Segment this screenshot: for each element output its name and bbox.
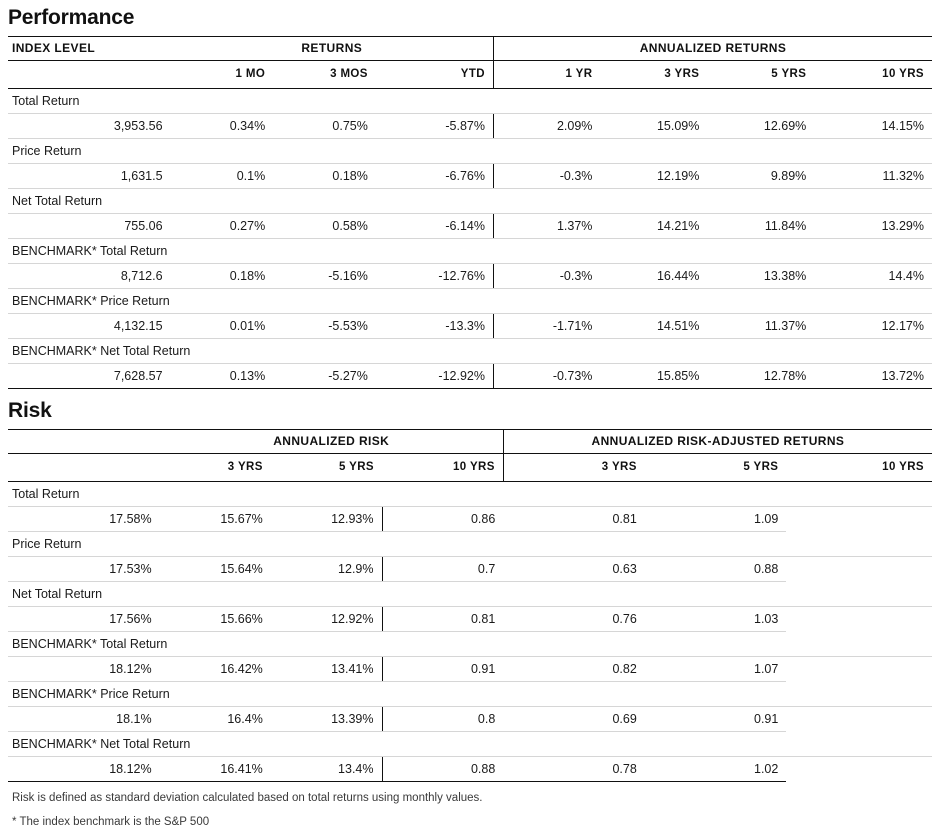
cell-rar-10-yrs: 1.02 (645, 757, 787, 782)
table-row (8, 289, 932, 314)
subheader-5-yrs: 5 YRS (707, 61, 814, 89)
table-row (8, 632, 932, 657)
row-label: BENCHMARK* Total Return (8, 239, 932, 264)
cell-10-yrs: 11.32% (814, 164, 932, 189)
row-label: Price Return (8, 532, 932, 557)
cell-3-mos: -5.27% (273, 364, 376, 389)
cell-index-level: 755.06 (8, 214, 171, 239)
table-row (8, 757, 932, 782)
row-label: Net Total Return (8, 189, 932, 214)
cell-risk-10-yrs: 12.9% (271, 557, 382, 582)
subheader-risk-10-yrs: 10 YRS (382, 454, 503, 482)
cell-rar-3-yrs: 0.7 (382, 557, 503, 582)
row-label: BENCHMARK* Price Return (8, 682, 932, 707)
cell-rar-5-yrs: 0.78 (503, 757, 645, 782)
table-row (8, 607, 932, 632)
table-row (8, 164, 932, 189)
risk-group-header-row (8, 430, 932, 454)
cell-rar-5-yrs: 0.81 (503, 507, 645, 532)
footnote-risk-definition: Risk is defined as standard deviation calculated based on total returns using monthly values. (12, 792, 483, 804)
cell-risk-5-yrs: 16.4% (160, 707, 271, 732)
cell-3-yrs: 14.51% (600, 314, 707, 339)
cell-3-yrs: 15.85% (600, 364, 707, 389)
cell-1-mo: 0.18% (171, 264, 274, 289)
cell-risk-10-yrs: 13.4% (271, 757, 382, 782)
risk-table (8, 429, 932, 782)
subheader-rar-3-yrs: 3 YRS (503, 454, 645, 482)
table-row (8, 682, 932, 707)
row-label: BENCHMARK* Price Return (8, 289, 932, 314)
cell-rar-3-yrs: 0.81 (382, 607, 503, 632)
cell-rar-3-yrs: 0.91 (382, 657, 503, 682)
cell-10-yrs: 14.15% (814, 114, 932, 139)
cell-10-yrs: 13.72% (814, 364, 932, 389)
cell-index-level: 8,712.6 (8, 264, 171, 289)
subheader-3-mos: 3 MOS (273, 61, 376, 89)
header-returns: RETURNS (171, 37, 494, 61)
header-index-level: INDEX LEVEL (8, 37, 171, 61)
cell-5-yrs: 12.78% (707, 364, 814, 389)
table-row (8, 557, 932, 582)
cell-3-yrs: 14.21% (600, 214, 707, 239)
risk-section (8, 399, 932, 782)
cell-risk-3-yrs: 17.56% (8, 607, 160, 632)
cell-ytd: -12.92% (376, 364, 494, 389)
cell-5-yrs: 13.38% (707, 264, 814, 289)
subheader-3-yrs: 3 YRS (600, 61, 707, 89)
cell-risk-10-yrs: 13.39% (271, 707, 382, 732)
cell-rar-5-yrs: 0.82 (503, 657, 645, 682)
cell-5-yrs: 11.37% (707, 314, 814, 339)
subheader-rar-10-yrs: 10 YRS (786, 454, 932, 482)
row-label: BENCHMARK* Total Return (8, 632, 932, 657)
cell-1-yr: 2.09% (493, 114, 600, 139)
cell-1-mo: 0.13% (171, 364, 274, 389)
report-page (0, 6, 940, 828)
cell-5-yrs: 9.89% (707, 164, 814, 189)
subheader-1-mo: 1 MO (171, 61, 274, 89)
cell-5-yrs: 12.69% (707, 114, 814, 139)
cell-rar-10-yrs: 1.07 (645, 657, 787, 682)
cell-1-mo: 0.1% (171, 164, 274, 189)
header-annualized-returns: ANNUALIZED RETURNS (493, 37, 932, 61)
performance-section-title: Performance (8, 6, 135, 29)
cell-ytd: -6.14% (376, 214, 494, 239)
subheader-rar-5-yrs: 5 YRS (645, 454, 787, 482)
cell-1-yr: 1.37% (493, 214, 600, 239)
subheader-ytd: YTD (376, 61, 494, 89)
table-row (8, 189, 932, 214)
cell-1-yr: -0.73% (493, 364, 600, 389)
cell-3-mos: -5.16% (273, 264, 376, 289)
table-row (8, 89, 932, 114)
cell-index-level: 3,953.56 (8, 114, 171, 139)
subheader-risk-3-yrs: 3 YRS (160, 454, 271, 482)
row-label: Net Total Return (8, 582, 932, 607)
subheader-1-yr: 1 YR (493, 61, 600, 89)
table-row (8, 264, 932, 289)
cell-rar-3-yrs: 0.86 (382, 507, 503, 532)
cell-rar-5-yrs: 0.69 (503, 707, 645, 732)
cell-risk-3-yrs: 18.12% (8, 657, 160, 682)
cell-index-level: 4,132.15 (8, 314, 171, 339)
table-row (8, 707, 932, 732)
cell-10-yrs: 12.17% (814, 314, 932, 339)
table-row (8, 339, 932, 364)
cell-risk-5-yrs: 15.66% (160, 607, 271, 632)
cell-risk-3-yrs: 17.58% (8, 507, 160, 532)
cell-1-mo: 0.01% (171, 314, 274, 339)
row-label: Total Return (8, 482, 932, 507)
cell-3-yrs: 15.09% (600, 114, 707, 139)
cell-index-level: 7,628.57 (8, 364, 171, 389)
table-row (8, 314, 932, 339)
cell-3-mos: 0.18% (273, 164, 376, 189)
subheader-blank (8, 61, 171, 89)
subheader-10-yrs: 10 YRS (814, 61, 932, 89)
cell-3-mos: 0.75% (273, 114, 376, 139)
cell-risk-5-yrs: 16.41% (160, 757, 271, 782)
cell-risk-5-yrs: 15.64% (160, 557, 271, 582)
cell-3-yrs: 12.19% (600, 164, 707, 189)
cell-1-yr: -0.3% (493, 164, 600, 189)
cell-risk-10-yrs: 12.93% (271, 507, 382, 532)
table-row (8, 732, 932, 757)
cell-1-mo: 0.27% (171, 214, 274, 239)
cell-rar-10-yrs: 1.03 (645, 607, 787, 632)
performance-group-header-row (8, 37, 932, 61)
table-row (8, 657, 932, 682)
header-annualized-risk-adjusted-returns: ANNUALIZED RISK-ADJUSTED RETURNS (503, 430, 932, 454)
cell-risk-10-yrs: 13.41% (271, 657, 382, 682)
header-risk-blank (8, 430, 160, 454)
header-annualized-risk: ANNUALIZED RISK (160, 430, 504, 454)
cell-1-yr: -0.3% (493, 264, 600, 289)
risk-section-title: Risk (8, 399, 52, 422)
cell-rar-10-yrs: 1.09 (645, 507, 787, 532)
table-row (8, 139, 932, 164)
cell-rar-10-yrs: 0.91 (645, 707, 787, 732)
table-row (8, 532, 932, 557)
cell-risk-3-yrs: 17.53% (8, 557, 160, 582)
table-row (8, 482, 932, 507)
table-row (8, 239, 932, 264)
row-label: BENCHMARK* Net Total Return (8, 732, 932, 757)
cell-ytd: -13.3% (376, 314, 494, 339)
cell-rar-5-yrs: 0.63 (503, 557, 645, 582)
performance-sub-header-row (8, 61, 932, 89)
cell-10-yrs: 13.29% (814, 214, 932, 239)
row-label: BENCHMARK* Net Total Return (8, 339, 932, 364)
footnote-benchmark: * The index benchmark is the S&P 500 (12, 816, 210, 828)
cell-rar-3-yrs: 0.8 (382, 707, 503, 732)
cell-ytd: -5.87% (376, 114, 494, 139)
cell-risk-10-yrs: 12.92% (271, 607, 382, 632)
cell-3-mos: 0.58% (273, 214, 376, 239)
cell-1-mo: 0.34% (171, 114, 274, 139)
row-label: Price Return (8, 139, 932, 164)
cell-rar-10-yrs: 0.88 (645, 557, 787, 582)
performance-table (8, 36, 932, 389)
subheader-blank (8, 454, 160, 482)
subheader-risk-5-yrs: 5 YRS (271, 454, 382, 482)
cell-rar-3-yrs: 0.88 (382, 757, 503, 782)
cell-risk-5-yrs: 15.67% (160, 507, 271, 532)
cell-ytd: -6.76% (376, 164, 494, 189)
cell-3-yrs: 16.44% (600, 264, 707, 289)
table-row (8, 582, 932, 607)
table-row (8, 114, 932, 139)
cell-10-yrs: 14.4% (814, 264, 932, 289)
cell-ytd: -12.76% (376, 264, 494, 289)
cell-risk-5-yrs: 16.42% (160, 657, 271, 682)
row-label: Total Return (8, 89, 932, 114)
table-row (8, 214, 932, 239)
cell-risk-3-yrs: 18.1% (8, 707, 160, 732)
cell-index-level: 1,631.5 (8, 164, 171, 189)
cell-rar-5-yrs: 0.76 (503, 607, 645, 632)
risk-sub-header-row (8, 454, 932, 482)
cell-5-yrs: 11.84% (707, 214, 814, 239)
table-row (8, 507, 932, 532)
cell-1-yr: -1.71% (493, 314, 600, 339)
table-row (8, 364, 932, 389)
cell-risk-3-yrs: 18.12% (8, 757, 160, 782)
cell-3-mos: -5.53% (273, 314, 376, 339)
